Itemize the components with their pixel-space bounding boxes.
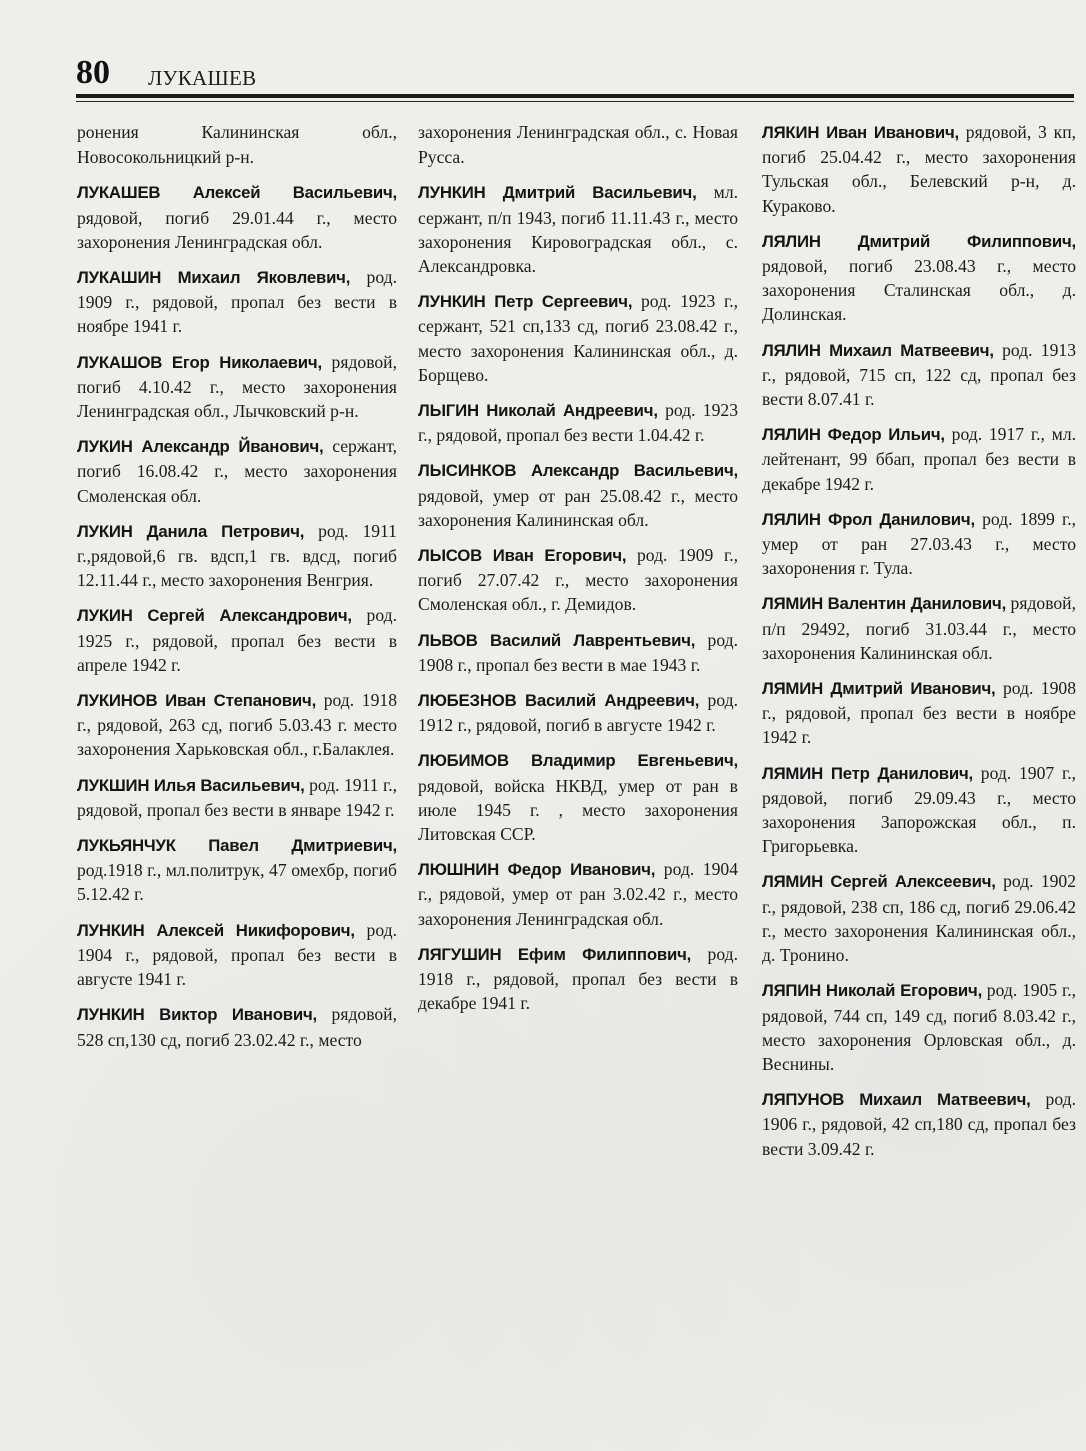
entry-text: рядовой, 3 кп, погиб 25.04.42 г., место захоронения Тульская обл., Белевский р-н, д. Кураково. — [762, 122, 1077, 216]
entry-text: рядовой, погиб 23.08.43 г., место захоронения Сталинская обл., д. Долинская. — [762, 256, 1076, 325]
entry-text: род. 1923 г., рядовой, пропал без вести 1.04.42 г. — [418, 400, 738, 446]
entry — [418, 458, 738, 532]
entry-name: ЛУКИН Александр Йванович, — [77, 437, 324, 457]
entry-text: род. 1905 г., рядовой, 744 сп, 149 сд, погиб 8.03.42 г., место захоронения Орловская обл., д. Веснины. — [762, 980, 1076, 1074]
entry-name: ЛУКИНОВ Иван Степанович, — [77, 691, 317, 711]
entry-text: захоронения Ленинградская обл., с. Новая Русса. — [418, 122, 738, 168]
entry — [762, 229, 1076, 327]
entry — [418, 289, 738, 387]
entry-text: род. 1913 г., рядовой, 715 сп, 122 сд, пропал без вести 8.07.41 г. — [762, 339, 1076, 410]
entry-text: род. 1908 г., пропал без вести в мае 1943 г. — [418, 629, 738, 675]
entry-text: род. 1899 г., умер от ран 27.03.43 г., место захоронения г. Тула. — [762, 508, 1076, 579]
entry-text: род. 1908 г., рядовой, пропал без вести в ноябре 1942 г. — [762, 678, 1076, 748]
entry-text: род.1918 г., мл.политрук, 47 омехбр, погиб 5.12.42 г. — [77, 860, 397, 905]
entry — [418, 180, 738, 278]
running-head: ЛУКАШЕВ — [148, 66, 257, 90]
entry-name: ЛУКАШИН Михаил Яковлевич, — [77, 268, 351, 288]
entry-name: ЛЯПУНОВ Михаил Матвеевич, — [762, 1090, 1031, 1110]
entry — [77, 265, 397, 339]
entry-text: рядовой, погиб 29.01.44 г., место захоронения Ленинградская обл. — [77, 207, 397, 252]
entry-name: ЛУКИН Данила Петрович, — [77, 521, 305, 541]
entry — [77, 1002, 397, 1051]
entry — [762, 338, 1076, 412]
entry — [762, 507, 1076, 581]
entry-name: ЛУКЬЯНЧУК Павел Дмитриевич, — [77, 836, 397, 856]
entry-text: род. 1912 г., рядовой, погиб в августе 1942 г. — [418, 690, 738, 736]
entry — [77, 833, 397, 907]
entry-text: род. 1925 г., рядовой, пропал без вести в апреле 1942 г. — [77, 605, 397, 675]
entry-name: ЛУНКИН Петр Сергеевич, — [418, 292, 633, 312]
entry-text: рядовой, 528 сп,130 сд, погиб 23.02.42 г., место — [77, 1004, 397, 1050]
entry-name: ЛУНКИН Алексей Никифорович, — [77, 920, 355, 940]
entry-text: род. 1911 г.,рядовой,6 гв. вдсп,1 гв. вдсд, погиб 12.11.44 г., место захоронения Венгрия. — [77, 520, 397, 591]
entry-name: ЛЬВОВ Василий Лаврентьевич, — [418, 630, 696, 650]
entry — [762, 676, 1076, 750]
entry-name: ЛЫСОВ Иван Егорович, — [418, 546, 627, 566]
entry-name: ЛУНКИН Дмитрий Васильевич, — [418, 183, 697, 203]
entry-text: род. 1907 г., рядовой, погиб 29.09.43 г., место захоронения Запорожская обл., п. Григорьевка. — [762, 762, 1076, 857]
entry — [762, 1087, 1076, 1161]
entry-name: ЛЯЛИН Дмитрий Филиппович, — [762, 231, 1076, 251]
entry — [762, 869, 1076, 967]
entry-text: мл. сержант, п/п 1943, погиб 11.11.43 г., место захоронения Кировоградская обл., с. Александровка. — [418, 182, 738, 277]
entry — [418, 628, 738, 677]
entry — [762, 591, 1076, 665]
entry — [77, 688, 397, 762]
entry-text: рядовой, умер от ран 25.08.42 г., место захоронения Калининская обл. — [418, 485, 738, 530]
entry-text: род. 1917 г., мл. лейтенант, 99 ббап, пропал без вести в декабре 1942 г. — [762, 424, 1076, 494]
entry-text: род. 1906 г., рядовой, 42 сп,180 сд, пропал без вести 3.09.42 г. — [762, 1089, 1076, 1159]
entry-name: ЛУНКИН Виктор Иванович, — [77, 1005, 318, 1025]
entry-text: род. 1923 г., сержант, 521 сп,133 сд, погиб 23.08.42 г., место захоронения Калининская обл., д. Борщево. — [418, 291, 738, 385]
entry — [77, 918, 397, 992]
entry — [77, 519, 397, 593]
text-column-3 — [762, 120, 1076, 1172]
entry-name: ЛЮБИМОВ Владимир Евгеньевич, — [418, 751, 738, 771]
entry-name: ЛУКАШОВ Егор Николаевич, — [77, 352, 322, 372]
entry-name: ЛУКАШЕВ Алексей Васильевич, — [77, 183, 397, 203]
entry-text: род. 1904 г., рядовой, умер от ран 3.02.42 г., место захоронения Ленинградская обл. — [418, 859, 738, 929]
entry-name: ЛЯГУШИН Ефим Филиппович, — [418, 944, 692, 964]
entry — [77, 603, 397, 677]
entry — [418, 688, 738, 737]
entry-name: ЛЯМИН Валентин Данилович, — [762, 594, 1007, 614]
entry-text: род. 1911 г., рядовой, пропал без вести в январе 1942 г. — [77, 774, 397, 820]
entry-name: ЛЯМИН Сергей Алексеевич, — [762, 872, 996, 892]
entry-name: ЛЫСИНКОВ Александр Васильевич, — [418, 461, 738, 481]
entry-name: ЛЯЛИН Михаил Матвеевич, — [762, 340, 994, 360]
entry-text: род. 1909 г., рядовой, пропал без вести в ноябре 1941 г. — [77, 267, 397, 337]
entry-name: ЛЮБЕЗНОВ Василий Андреевич, — [418, 691, 700, 711]
entry — [77, 120, 397, 169]
entry — [77, 773, 397, 822]
text-column-2 — [418, 120, 738, 1027]
entry-name: ЛЯКИН Иван Иванович, — [762, 123, 959, 142]
entry-name: ЛУКИН Сергей Александрович, — [77, 606, 352, 626]
entry — [762, 978, 1076, 1076]
entry-name: ЛЯЛИН Федор Ильич, — [762, 425, 945, 445]
entry — [762, 422, 1076, 496]
entry-text: род. 1904 г., рядовой, пропал без вести в августе 1941 г. — [77, 919, 397, 990]
entry-name: ЛЫГИН Николай Андреевич, — [418, 401, 658, 421]
entry — [418, 120, 738, 169]
entry-text: рядовой, погиб 4.10.42 г., место захоронения Ленинградская обл., Лычковский р-н. — [77, 351, 397, 422]
page-header — [76, 52, 1074, 98]
entry — [77, 180, 397, 254]
entry-name: ЛЯМИН Дмитрий Иванович, — [762, 679, 996, 699]
entry-text: ронения Калининская обл., Новосокольницкий р-н. — [77, 122, 397, 168]
entry-name: ЛУКШИН Илья Васильевич, — [77, 775, 305, 795]
entry-text: род. 1909 г., погиб 27.07.42 г., место захоронения Смоленская обл., г. Демидов. — [418, 545, 738, 615]
entry — [762, 761, 1076, 859]
entry-text: род. 1918 г., рядовой, 263 сд, погиб 5.03.43 г. место захоронения Харьковская обл., г.Балаклея. — [77, 690, 397, 760]
entry-name: ЛЯЛИН Фрол Данилович, — [762, 509, 975, 529]
entry-text: род. 1902 г., рядовой, 238 сп, 186 сд, погиб 29.06.42 г., место захоронения Калининская обл., д. Тронино. — [762, 871, 1077, 966]
entry-text: рядовой, войска НКВД, умер от ран в июле 1945 г. , место захоронения Литовская ССР. — [418, 775, 738, 845]
entry-text: род. 1918 г., рядовой, пропал без вести в декабре 1941 г. — [418, 943, 738, 1014]
text-column-1 — [77, 120, 397, 1063]
entry — [418, 942, 738, 1016]
entry — [418, 748, 738, 846]
entry-text: сержант, погиб 16.08.42 г., место захоронения Смоленская обл. — [77, 436, 397, 506]
header-rule — [76, 94, 1074, 98]
entry — [418, 398, 738, 447]
entry — [77, 434, 397, 508]
entry — [418, 857, 738, 931]
entry-name: ЛЯПИН Николай Егорович, — [762, 981, 983, 1001]
entry-name: ЛЮШНИН Федор Иванович, — [418, 860, 656, 880]
entry — [77, 350, 397, 424]
entry — [762, 120, 1076, 218]
entry-text: рядовой, п/п 29492, погиб 31.03.44 г., место захоронения Калининская обл. — [762, 593, 1076, 663]
entry — [418, 543, 738, 617]
page-number: 80 — [76, 54, 110, 91]
entry-name: ЛЯМИН Петр Данилович, — [762, 763, 973, 783]
header-rule-thin — [76, 101, 1074, 102]
